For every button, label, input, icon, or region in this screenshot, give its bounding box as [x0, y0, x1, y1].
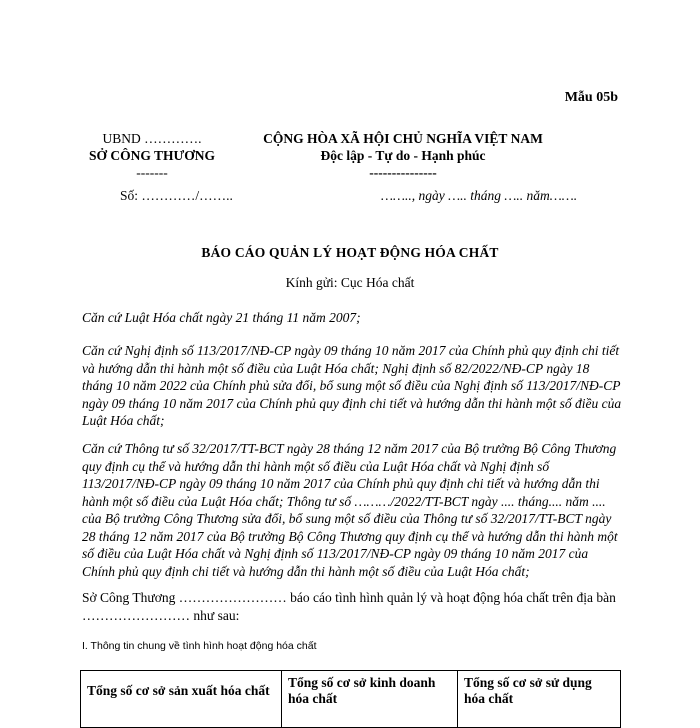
ubnd-line: UBND …………. — [102, 131, 202, 146]
document-number: Số: …………/…….. — [120, 188, 233, 203]
legal-basis-3: Căn cứ Thông tư số 32/2017/TT-BCT ngày 28 tháng 12 năm 2017 của Bộ trưởng Bộ Công Thương quy định cụ thể và hướng dẫn thi hành một số điều của Luật Hóa chất và Nghị định số 113/2017/NĐ-CP ngày 09 tháng 10 năm 2017 của Chính phủ quy định chi tiết và hướng dẫn thi hành một số điều của Luật Hóa chất; Thông tư số ………/2022/TT-BCT ngày .... tháng.... năm .... của Bộ trưởng Công Thương sửa đổi, bổ sung một số điều của Thông tư số 32/2017/TT-BCT ngày 28 tháng 12 năm 2017 của Bộ trưởng Bộ Công Thương quy định cụ thể và hướng dẫn thi hành một số điều của Luật Hóa chất và Nghị định số 113/2017/NĐ-CP ngày 09 tháng 10 năm 2017 của Chính phủ quy định chi tiết và hướng dẫn thi hành một số điều của Luật Hóa chất; — [82, 441, 618, 579]
motto-slogan: Độc lập - Tự do - Hạnh phúc — [320, 148, 486, 163]
legal-basis-2: Căn cứ Nghị định số 113/2017/NĐ-CP ngày 09 tháng 10 năm 2017 của Chính phủ quy định chi tiết và hướng dẫn thi hành một số điều của Luật Hóa chất; Nghị định số 82/2022/NĐ-CP ngày 18 tháng 10 năm 2022 của Chính phủ sửa đổi, bổ sung một số điều của Nghị định số 113/2017/NĐ-CP ngày 09 tháng 10 năm 2017 của Chính phủ quy định chi tiết và hướng dẫn thi hành một số điều của Luật Hóa chất; — [82, 343, 622, 428]
department-name: SỞ CÔNG THƯƠNG — [88, 148, 215, 163]
table-row — [81, 671, 621, 728]
country-name: CỘNG HÒA XÃ HỘI CHỦ NGHĨA VIỆT NAM — [263, 131, 543, 146]
legal-basis-1: Căn cứ Luật Hóa chất ngày 21 tháng 11 năm 2007; — [82, 310, 361, 325]
addressee: Kính gửi: Cục Hóa chất — [285, 275, 415, 290]
table-header-cell: Tổng số cơ sở kinh doanh hóa chất — [282, 671, 458, 728]
agency-header — [82, 130, 222, 181]
national-motto — [258, 130, 548, 181]
agency-underline: ------- — [136, 165, 168, 180]
form-code: Mẫu 05b — [564, 90, 618, 105]
motto-underline: --------------- — [369, 165, 437, 180]
facility-summary-table — [80, 670, 621, 728]
document-date: …….., ngày ….. tháng ….. năm……. — [381, 188, 578, 203]
table-header-cell: Tổng số cơ sở sử dụng hóa chất — [458, 671, 621, 728]
report-intro: Sở Công Thương …………………… báo cáo tình hình quản lý và hoạt động hóa chất trên địa bàn …………………… như sau: — [82, 590, 616, 623]
section-heading: I. Thông tin chung về tình hình hoạt động hóa chất — [82, 640, 317, 652]
document-title: BÁO CÁO QUẢN LÝ HOẠT ĐỘNG HÓA CHẤT — [201, 245, 499, 260]
table-header-cell: Tổng số cơ sở sản xuất hóa chất — [81, 671, 282, 728]
